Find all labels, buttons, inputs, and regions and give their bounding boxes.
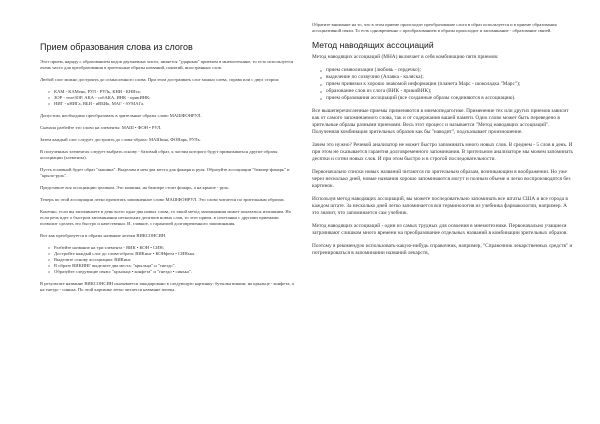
- list-item: o Выделите основу ассоциации: ВИКинг.: [48, 257, 132, 262]
- right-column: [312, 22, 574, 263]
- paragraph: Поэтому я рекомендую использовать-какую-нибудь справочник, например, "Справочник лекарственных средств" и потренироваться в запоминании названий лекарств,: [312, 243, 573, 256]
- bullet-icon: o: [320, 96, 323, 101]
- bullet-list: [312, 67, 574, 102]
- list-item: o выделение по созвучию (Алаяка - коляска);: [320, 74, 424, 80]
- paragraph: Пусть основной будет образ "машина". Выделим в нем два места для фонаря и руля. Образуйте ассоциации "бампер-фонарь" и "крыло-руль".: [40, 167, 290, 178]
- list-item: o прием привязки к хорошо знакомой информации (планета Марс - шоколадка "Марс");: [320, 81, 521, 87]
- paragraph: Все вышеперечисленные приемы применяются в мнемопедагогике. Применение тех или других приемов зависит как от самого запоминаемого слова, так и от содержания вашей памяти. Одно слово может быть переведено в зрительные образы разными приемами. Весь этот процесс и называется "Метод наводящих ассоциаций". Полученная комбинация зрительных образов как бы "наводит", подсказывает произношение.: [312, 108, 569, 135]
- section-title: Метод наводящих ассоциаций: [312, 40, 434, 50]
- paragraph: Теперь по этой ассоциации легко прочитать запомненное слово МАШФОНРУЛ. Это слово читается по зрительным образам.: [40, 197, 285, 202]
- section-title: Прием образования слова из слогов: [40, 42, 193, 52]
- paragraph: Вот как преобразуется в образы название аптеки ВИКСОНСИН.: [40, 233, 167, 238]
- list-item: o прием образования ассоциаций (все созданные образы соединяются в ассоциацию).: [320, 95, 516, 101]
- list-item: o Образуйте следующие связи: "крыльца • конфета" и "гнездо • синька".: [48, 269, 192, 274]
- list-item: o образование слов из слога (ВИК - прикиВИК);: [320, 88, 432, 94]
- paragraph: Метод наводящих ассоциаций - один из самых трудных для освоения в мнемотехнике. Первоначально учащиеся затрачивают слишком много времени на преобразование отдельных названий в комбинации зрительных образов.: [312, 223, 568, 236]
- paragraph: Допустим, необходимо преобразовать в зрительные образы слово МАШФОНРУЛ.: [40, 113, 202, 118]
- paragraph: Конечно, если вы запоминаете в день всего одно-два новых слова, то такой метод запоминания может показаться излишним. Но если речь идет о быстром запоминании нескольких десятков новых слов, то этот прием, в сочетании с другими приемами позволит сделать это быстро и качественно. И, главное, с гарантией долговременного запоминания.: [40, 209, 291, 226]
- bullet-icon: o: [320, 75, 323, 80]
- paragraph: Сначала разбейте это слово на элементы: МАШ • ФОН • РУЛ.: [40, 125, 162, 130]
- bullet-icon: o: [48, 245, 50, 250]
- bullet-list: [40, 245, 296, 275]
- list-item: o В образе ВИКИНГ выделите два места: "крыльца" и "гнездо".: [48, 263, 176, 268]
- paragraph: Первоначально списки новых названий читаются по зрительным образам, возникающим в воображении. Но уже через несколько дней, новые названия хорошо запоминаются могут и полным объеме и легко воспроизводятся без картинок.: [312, 169, 571, 189]
- list-item: o КАМ - КАМень, РУЛ - РУЛь, КНИ - КНИга;: [48, 89, 141, 94]
- bullet-icon: o: [320, 68, 323, 73]
- paragraph: Затем каждый слог следует достроить до слова-образа: МАШина, ФОНарь, РУЛь.: [40, 137, 201, 142]
- paragraph: Используя метод наводящих ассоциаций, вы можете последовательно запоминать все штаты США и все города в каждом штате. За несколько дней легко запоминается вся терминология из учебника фармакологии, например. А это значит, что запоминается сам учебник.: [312, 196, 568, 216]
- list-item: o НИГ - кНИГа, ВБИ - иВБИк, МАГ - бУМАГа.: [48, 101, 145, 106]
- bullet-icon: o: [48, 263, 50, 268]
- bullet-icon: o: [48, 95, 50, 100]
- paragraph: В полученных элементах следует выбрать основу - базовый образ, к частям которого будут привязываться другие образы ассоциации (элементы).: [40, 149, 278, 160]
- bullet-icon: o: [320, 82, 323, 87]
- bullet-icon: o: [48, 269, 50, 274]
- list-item: o ЗОР - телеЗОР, АКА - собАКА, ИНК - прикИНК;: [48, 95, 151, 100]
- bullet-icon: o: [48, 257, 50, 262]
- list-item: o Достройте каждый слог до слова-образа: ВИКинг • КОНфета • СИНька.: [48, 251, 196, 256]
- paragraph: Любой слог можно достроить до осмысленного слова. При этом достраивать слог можно слева, справа или с двух сторон:: [40, 77, 280, 82]
- bullet-icon: o: [320, 89, 323, 94]
- paragraph: Обратите внимание на то, что в этом приеме происходит преобразование слога в образ используется и в приеме образования ассоциативной связи. То есть одновременно с преобразованием в образы происходит и запоминание - образование связей.: [312, 22, 557, 33]
- list-item: o Разбейте название на три элемента - ВИК • КОН • СИН;: [48, 245, 164, 250]
- paragraph: Зачем это нужно? Речевой анализатор не может быстро запоминать много новых слов. В среднем - 5 слов в день. И при этом не сказывается гарантия долговременного запоминания. В зрительном анализаторе мы можем запоминать десятки и сотни новых слов. И при этом быстро и в строгой последовательности.: [312, 142, 573, 162]
- paragraph: В результате название ВИКСОНСИН оказывается закодировано в следующую картинку: бутылка викинг, на крыльце - конфета, а на гнездо - синька. По этой картинке легко читается название аптека.: [40, 281, 294, 292]
- bullet-icon: o: [48, 101, 50, 106]
- paragraph: Представьте вся ассоциацию целиком. Это машина, на бампере стоит фонарь, а на крыше - руль.: [40, 185, 230, 190]
- paragraph: Метод наводящих ассоциаций (МНА) включает в себя комбинацию пяти приемов:: [312, 54, 499, 60]
- list-item: o прием символизации (любовь - сердечко);: [320, 67, 421, 73]
- paragraph: Этот прием, наряду с образованием кодов двузначных чисел, является "ударным" приемом в мнемотехнике, то есть используется очень часто для преобразования в зрительные образы названий, понятий, иностранных слов.: [40, 59, 294, 70]
- bullet-icon: o: [48, 251, 50, 256]
- bullet-list: [40, 89, 296, 107]
- left-column: [40, 42, 296, 299]
- bullet-icon: o: [48, 89, 50, 94]
